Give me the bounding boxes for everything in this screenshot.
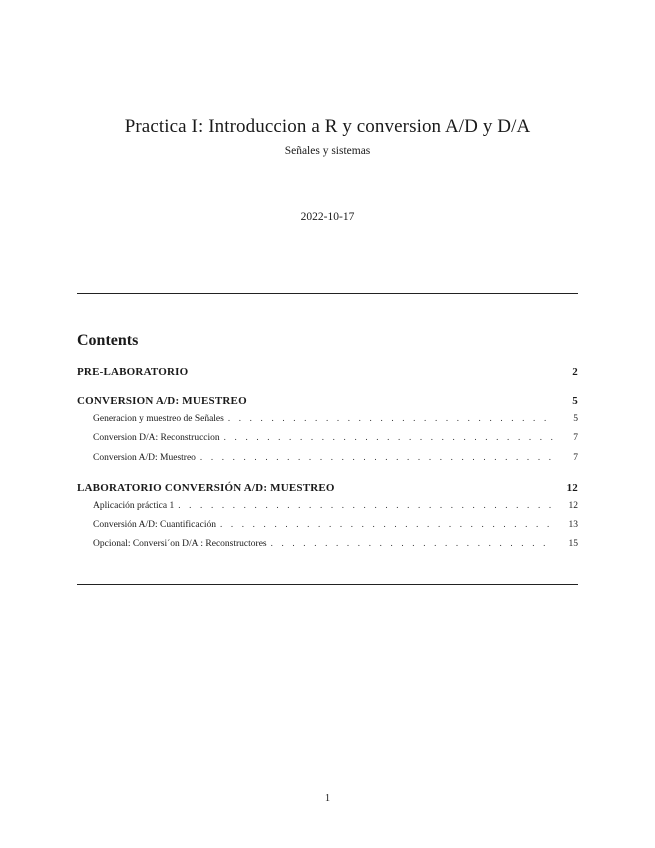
toc-dot-leader	[224, 428, 554, 447]
document-subtitle: Señales y sistemas	[284, 145, 371, 157]
toc-section-group	[77, 364, 578, 380]
toc-section-title: CONVERSION A/D: MUESTREO	[77, 395, 247, 407]
toc-subsection-page: 5	[573, 414, 578, 424]
toc-section-entry[interactable]	[77, 364, 578, 380]
toc-subsection-entry[interactable]	[77, 534, 578, 553]
toc-subsection-entry[interactable]	[77, 448, 578, 467]
toc-subsection-title: Opcional: Conversi´on D/A : Reconstructores	[93, 539, 267, 550]
toc-section-page: 12	[566, 481, 578, 494]
toc-subsection-page: 7	[573, 452, 578, 463]
toc-dot-leader	[178, 496, 554, 515]
top-horizontal-rule	[77, 293, 578, 294]
toc-subsection-entry[interactable]	[77, 515, 578, 534]
toc-subsection-page: 12	[568, 500, 578, 511]
toc-dot-leader	[200, 448, 554, 467]
toc-subsection-entry[interactable]	[77, 496, 578, 515]
toc-section-entry[interactable]	[77, 480, 578, 496]
toc-dot-leader	[220, 515, 554, 534]
toc-subsection-title: Conversion A/D: Muestreo	[93, 452, 196, 463]
toc-section-page: 5	[572, 395, 578, 407]
document-date: 2022-10-17	[300, 211, 355, 223]
document-title: Practica I: Introduccion a R y conversion A/D y D/A	[124, 116, 531, 137]
page-number: 1	[324, 793, 331, 804]
toc-section-entry[interactable]	[77, 393, 578, 409]
toc-section-group	[77, 480, 578, 554]
toc-section-page: 2	[572, 366, 578, 378]
toc-subsection-page: 13	[568, 520, 578, 531]
table-of-contents	[77, 332, 578, 567]
toc-section-title: LABORATORIO CONVERSIÓN A/D: MUESTREO	[77, 481, 335, 494]
toc-subsection-title: Conversión A/D: Cuantificación	[93, 520, 216, 531]
toc-subsection-entry[interactable]	[77, 409, 578, 428]
toc-heading: Contents	[77, 332, 139, 349]
bottom-horizontal-rule	[77, 584, 578, 585]
toc-section-group	[77, 393, 578, 467]
toc-subsection-entry[interactable]	[77, 428, 578, 447]
toc-subsection-page: 7	[573, 433, 578, 444]
toc-section-title: PRE-LABORATORIO	[77, 366, 189, 378]
toc-subsection-title: Conversion D/A: Reconstruccion	[93, 433, 220, 444]
toc-dot-leader	[271, 534, 554, 553]
toc-subsection-title: Aplicación práctica 1	[93, 500, 175, 511]
toc-dot-leader	[228, 409, 554, 428]
toc-subsection-page: 15	[568, 539, 578, 550]
toc-subsection-title: Generacion y muestreo de Señales	[93, 414, 224, 424]
